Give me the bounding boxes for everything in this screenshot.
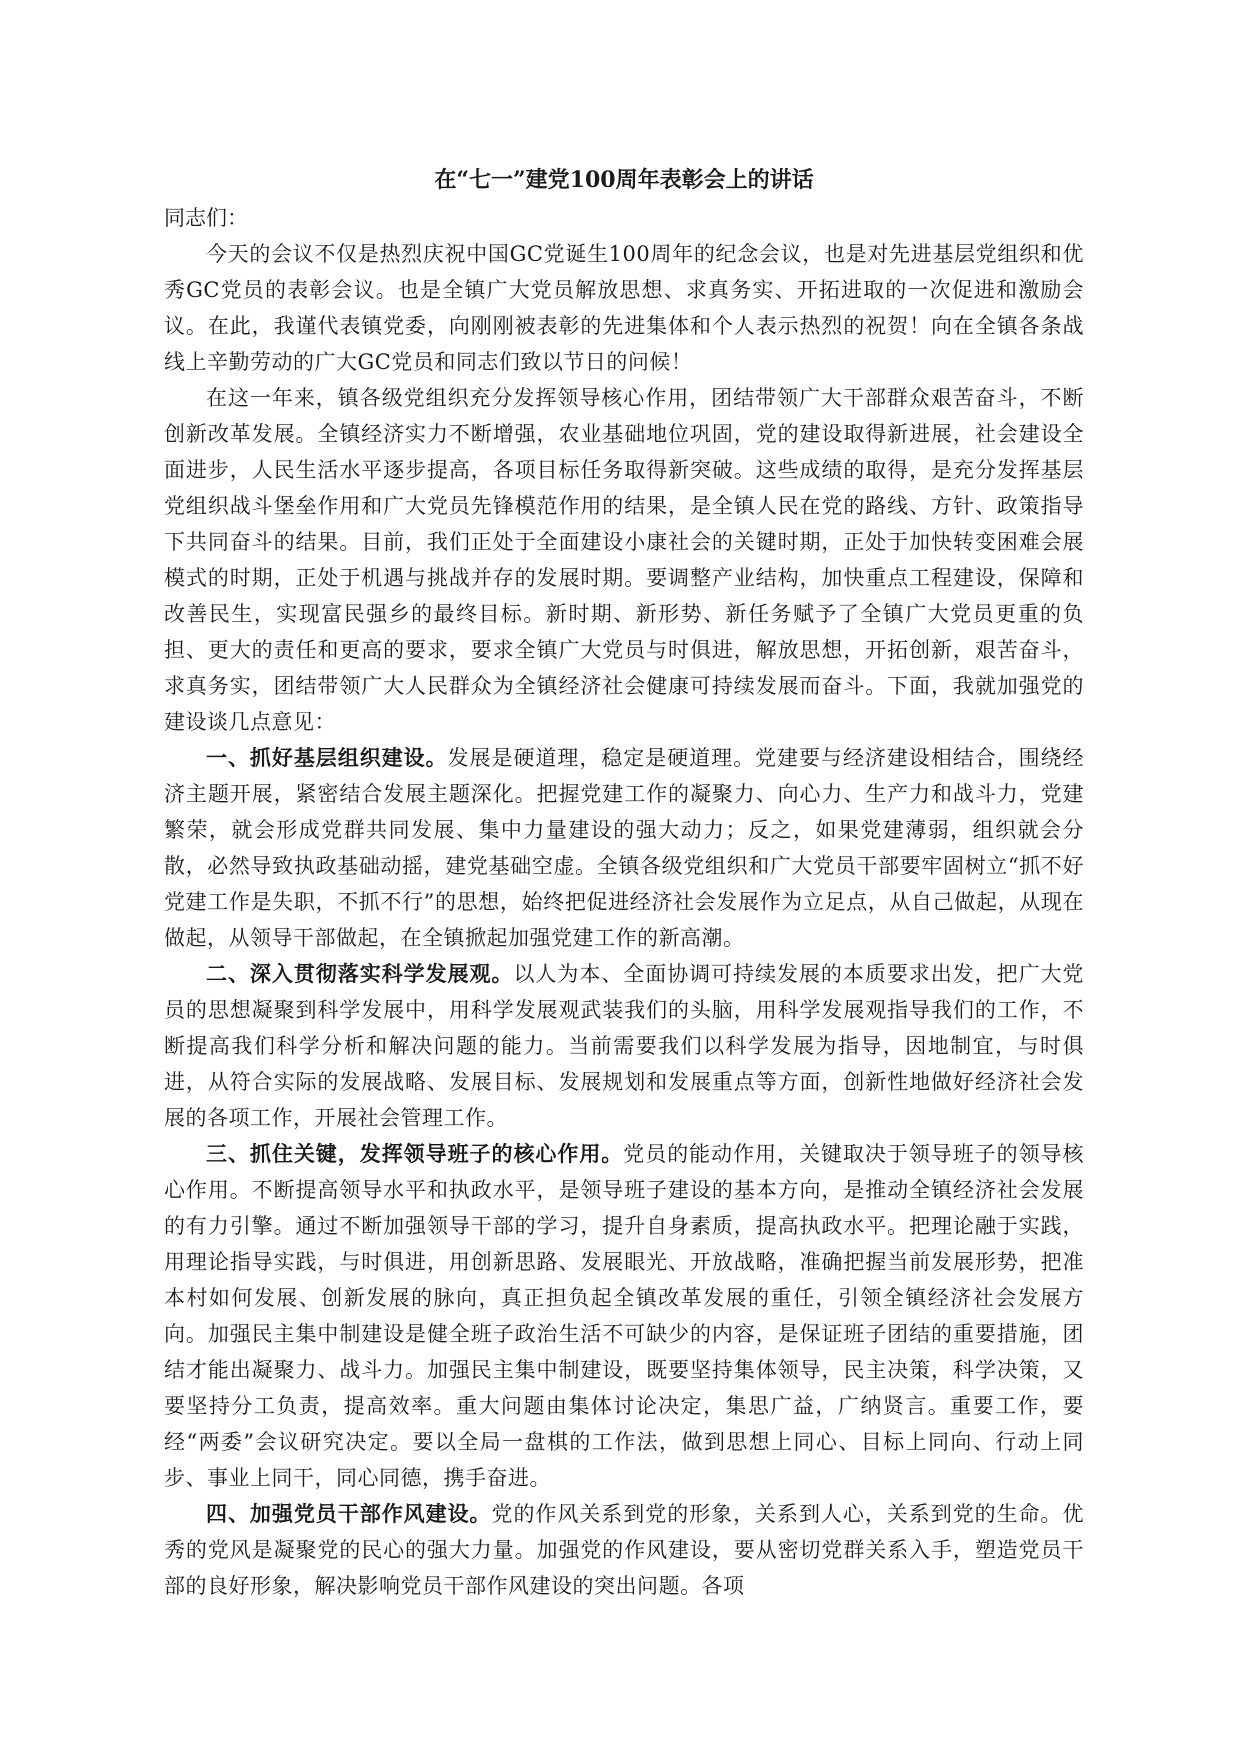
- paragraph-6: [164, 1496, 1084, 1604]
- paragraph-2: [164, 380, 1084, 740]
- document-title: 在“七一”建党100周年表彰会上的讲话: [434, 167, 814, 193]
- document-page: [164, 160, 1084, 1604]
- paragraph-text: 党员的能动作用，关键取决于领导班子的领导核心作用。不断提高领导水平和执政水平，是领导班子建设的基本方向，是推动全镇经济社会发展的有力引擎。通过不断加强领导干部的学习，提升自身素质，提高执政水平。把理论融于实践，用理论指导实践，与时俱进，用创新思路、发展眼光、开放战略，准确把握当前发展形势，把准本村如何发展、创新发展的脉向，真正担负起全镇改革发展的重任，引领全镇经济社会发展方向。加强民主集中制建设是健全班子政治生活不可缺少的内容，是保证班子团结的重要措施，团结才能出凝聚力、战斗力。加强民主集中制建设，既要坚持集体领导，民主决策，科学决策，又要坚持分工负责，提高效率。重大问题由集体讨论决定，集思广益，广纳贤言。重要工作，要经“两委”会议研究决定。要以全局一盘棋的工作法，做到思想上同心、目标上同向、行动上同步、事业上同干，同心同德，携手奋进。: [164, 1142, 1085, 1490]
- paragraph-text: 发展是硬道理，稳定是硬道理。党建要与经济建设相结合，围绕经济主题开展，紧密结合发展主题深化。把握党建工作的凝聚力、向心力、生产力和战斗力，党建繁荣，就会形成党群共同发展、集中力量建设的强大动力；反之，如果党建薄弱，组织就会分散，必然导致执政基础动摇，建党基础空虚。全镇各级党组织和广大党员干部要牢固树立“抓不好党建工作是失职，不抓不行”的思想，始终把促进经济社会发展作为立足点，从自己做起，从现在做起，从领导干部做起，在全镇掀起加强党建工作的新高潮。: [164, 746, 1084, 950]
- section-heading-2: 二、深入贯彻落实科学发展观。: [206, 961, 514, 986]
- paragraph-text: 以人为本、全面协调可持续发展的本质要求出发，把广大党员的思想凝聚到科学发展中，用科学发展观武装我们的头脑，用科学发展观指导我们的工作，不断提高我们科学分析和解决问题的能力。当前需要我们以科学发展为指导，因地制宜，与时俱进，从符合实际的发展战略、发展目标、发展规划和发展重点等方面，创新性地做好经济社会发展的各项工作，开展社会管理工作。: [164, 962, 1085, 1130]
- section-heading-4: 四、加强党员干部作风建设。: [206, 1501, 492, 1526]
- paragraph-3: [164, 740, 1084, 956]
- section-heading-3: 三、抓住关键，发挥领导班子的核心作用。: [206, 1141, 624, 1166]
- paragraph-text: 今天的会议不仅是热烈庆祝中国GC党诞生100周年的纪念会议，也是对先进基层党组织和优秀GC党员的表彰会议。也是全镇广大党员解放思想、求真务实、开拓进取的一次促进和激励会议。在此，我谨代表镇党委，向刚刚被表彰的先进集体和个人表示热烈的祝贺！向在全镇各条战线上辛勤劳动的广大GC党员和同志们致以节日的问候！: [164, 242, 1084, 374]
- paragraph-text: 在这一年来，镇各级党组织充分发挥领导核心作用，团结带领广大干部群众艰苦奋斗，不断创新改革发展。全镇经济实力不断增强，农业基础地位巩固，党的建设取得新进展，社会建设全面进步，人民生活水平逐步提高，各项目标任务取得新突破。这些成绩的取得，是充分发挥基层党组织战斗堡垒作用和广大党员先锋模范作用的结果，是全镇人民在党的路线、方针、政策指导下共同奋斗的结果。目前，我们正处于全面建设小康社会的关键时期，正处于加快转变困难会展模式的时期，正处于机遇与挑战并存的发展时期。要调整产业结构，加快重点工程建设，保障和改善民生，实现富民强乡的最终目标。新时期、新形势、新任务赋予了全镇广大党员更重的负担、更大的责任和更高的要求，要求全镇广大党员与时俱进，解放思想，开拓创新，艰苦奋斗，求真务实，团结带领广大人民群众为全镇经济社会健康可持续发展而奋斗。下面，我就加强党的建设谈几点意见：: [164, 386, 1084, 734]
- paragraph-1: [164, 236, 1084, 380]
- paragraph-5: [164, 1136, 1084, 1496]
- paragraph-text: 党的作风关系到党的形象，关系到人心，关系到党的生命。优秀的党风是凝聚党的民心的强大力量。加强党的作风建设，要从密切党群关系入手，塑造党员干部的良好形象，解决影响党员干部作风建设的突出问题。各项: [164, 1502, 1084, 1598]
- paragraph-4: [164, 956, 1084, 1136]
- salutation: 同志们：: [164, 206, 248, 230]
- section-heading-1: 一、抓好基层组织建设。: [206, 745, 448, 770]
